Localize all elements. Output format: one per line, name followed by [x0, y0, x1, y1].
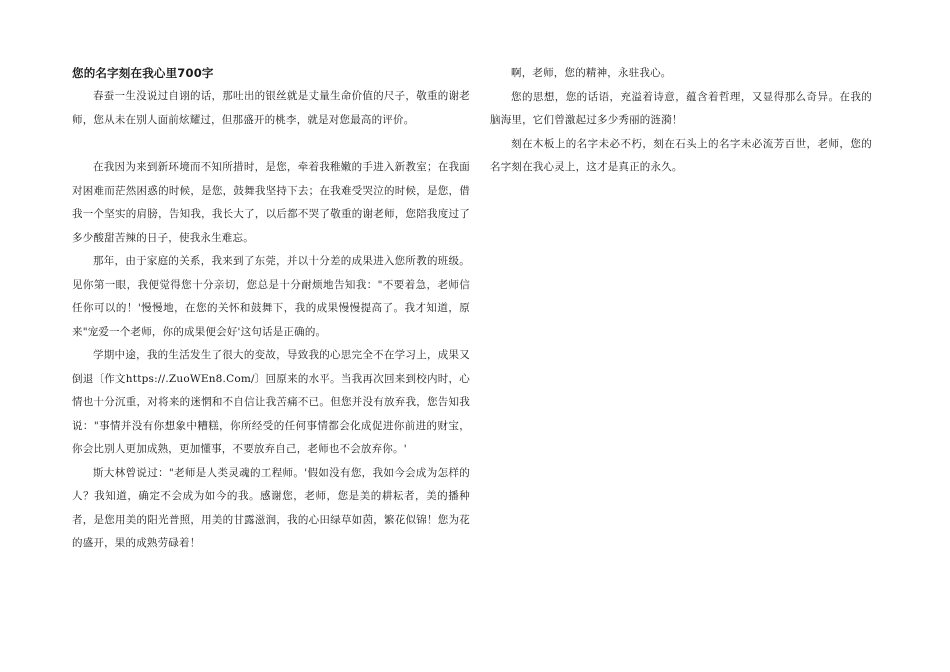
paragraph: 春蚕一生没说过自诩的话，那吐出的银丝就是丈量生命价值的尺子，敬重的谢老师，您从未在别人面前炫耀过，但那盛开的桃李，就是对您最高的评价。 — [72, 90, 470, 126]
paragraph: 在我因为来到新环境而不知所措时，是您，牵着我稚嫩的手进入新教室；在我面对困难而茫然困惑的时候，是您，鼓舞我坚持下去；在我难受哭泣的时候，是您，借我一个坚实的肩膀，告知我，我长大了，以后都不哭了敬重的谢老师，您陪我度过了多少酸甜苦辣的日子，使我永生难忘。 — [72, 161, 470, 244]
page-title: 您的名字刻在我心里700字 — [72, 66, 214, 80]
paragraph: 学期中途，我的生活发生了很大的变故，导致我的心思完全不在学习上，成果又倒退〔作文https://.ZuoWEn8.Com/〕回原来的水平。当我再次回来到校内时，心情也十分沉重，对将来的迷惘和不自信让我苦痛不已。但您并没有放弃我，您告知我说："事情并没有你想象中糟糕，你所经受的任何事情都会化成促进你前进的财宝，你会比别人更加成熟，更加懂事，不要放弃自己，老师也不会放弃你。' — [72, 349, 470, 455]
right-column — [490, 62, 872, 180]
paragraph: 您的思想，您的话语，充溢着诗意，蕴含着哲理，又显得那么奇异。在我的脑海里，它们曾激起过多少秀丽的涟漪！ — [490, 90, 872, 126]
left-column — [72, 62, 470, 556]
paragraph: 啊，老师，您的精神，永驻我心。 — [511, 67, 672, 79]
paragraph: 刻在木板上的名字未必不朽，刻在石头上的名字未必流芳百世，老师，您的名字刻在我心灵上，这才是真正的永久。 — [490, 137, 872, 173]
paragraph: 那年，由于家庭的关系，我来到了东莞，并以十分差的成果进入您所教的班级。见你第一眼，我便觉得您十分亲切，您总是十分耐烦地告知我："不要着急，老师信任你可以的！'慢慢地，在您的关怀和鼓舞下，我的成果慢慢提高了。我才知道，原来"宠爱一个老师，你的成果便会好'这句话是正确的。 — [72, 255, 470, 338]
paragraph: 斯大林曾说过："老师是人类灵魂的工程师。'假如没有您，我如今会成为怎样的人？我知道，确定不会成为如今的我。感谢您，老师，您是美的耕耘者，美的播种者，是您用美的阳光普照，用美的甘露滋润，我的心田绿草如茵，繁花似锦！您为花的盛开，果的成熟劳碌着！ — [72, 466, 470, 549]
